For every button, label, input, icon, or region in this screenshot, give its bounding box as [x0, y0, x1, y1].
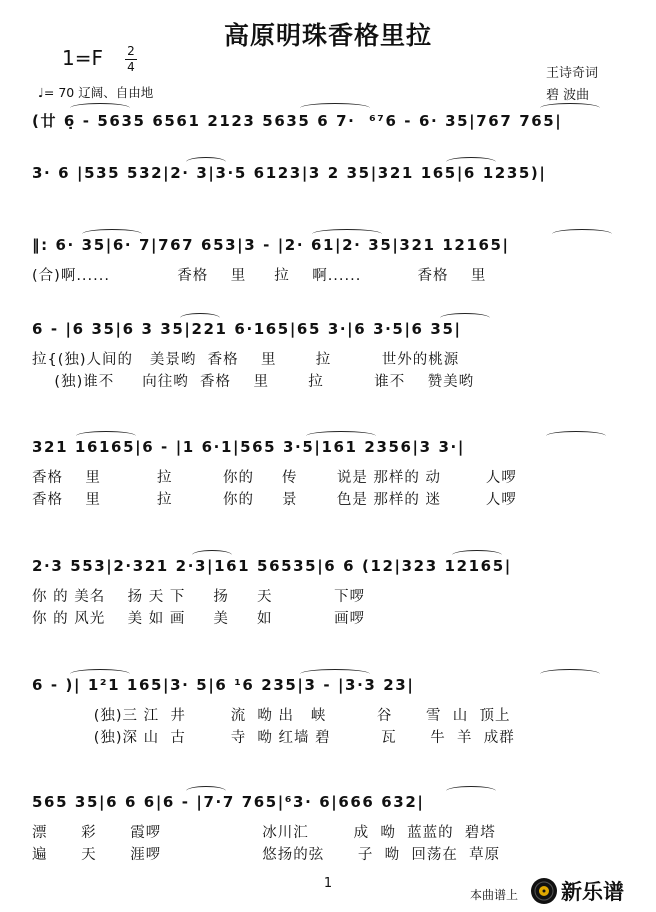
site-logo[interactable]	[530, 876, 624, 906]
notation-line-5: 321 16165|6 - |1 6·1|565 3·5|161 2356|3 3·|	[32, 438, 465, 456]
slur-mark	[300, 103, 370, 113]
footer-note: 本曲谱上	[470, 888, 519, 902]
notation-line-7: 6 - )| 1²1 165|3· 5|6 ¹6 235|3 - |3·3 23|	[32, 676, 415, 694]
notation-line-2: 3· 6 |535 532|2· 3|3·5 6123|3 2 35|321 165|6 1235)|	[32, 164, 547, 182]
key-signature: 1=F	[62, 46, 103, 70]
lyric-line-4-2: (独)谁不 向往哟 香格 里 拉 谁不 赞美哟	[32, 374, 475, 390]
lyric-line-5-1: 香格 里 拉 你的 传 说是 那样的 动 人啰	[32, 470, 517, 486]
notation-line-1: (廿 6̣ - 5635 6561 2123 5635 6 7· ⁶⁷6 - 6· 35|767 765|	[32, 112, 563, 130]
slur-mark	[192, 550, 232, 560]
lyric-line-7-1: (独)三 江 井 流 呦 出 峡 谷 雪 山 顶上	[32, 708, 511, 724]
slur-mark	[82, 229, 142, 239]
lyric-line-3-1: (合)啊...... 香格 里 拉 啊...... 香格 里	[32, 268, 487, 284]
lyric-line-6-2: 你 的 风光 美 如 画 美 如 画啰	[32, 611, 366, 627]
page-number: 1	[323, 876, 333, 891]
slur-mark	[76, 431, 136, 441]
notation-line-4: 6 - |6 35|6 3 35|221 6·165|65 3·|6 3·5|6 35|	[32, 320, 462, 338]
notation-line-3: ‖: 6· 35|6· 7|767 653|3 - |2· 61|2· 35|321 12165|	[32, 236, 510, 254]
notation-line-6: 2·3 553|2·321 2·3|161 56535|6 6 (12|323 12165|	[32, 557, 512, 575]
slur-mark	[70, 103, 130, 113]
lyric-line-8-2: 遍 天 涯啰 悠扬的弦 子 呦 回荡在 草原	[32, 847, 501, 863]
slur-mark	[180, 313, 220, 323]
time-signature	[125, 45, 137, 74]
slur-mark	[446, 157, 496, 167]
lyric-line-4-1: 拉{(独)人间的 美景哟 香格 里 拉 世外的桃源	[32, 352, 460, 368]
slur-mark	[540, 669, 600, 679]
slur-mark	[540, 103, 600, 113]
song-title: 高原明珠香格里拉	[223, 21, 432, 50]
time-signature-top: 2	[127, 44, 135, 58]
slur-mark	[312, 229, 382, 239]
slur-mark	[186, 157, 226, 167]
time-signature-bottom: 4	[127, 60, 135, 74]
lyricist-credit: 王诗奇词	[546, 66, 599, 81]
slur-mark	[306, 431, 376, 441]
lyric-line-6-1: 你 的 美名 扬 天 下 扬 天 下啰	[32, 589, 366, 605]
slur-mark	[546, 431, 606, 441]
slur-mark	[440, 313, 490, 323]
slur-mark	[300, 669, 370, 679]
slur-mark	[552, 229, 612, 239]
slur-mark	[186, 786, 226, 796]
lyric-line-5-2: 香格 里 拉 你的 景 色是 那样的 迷 人啰	[32, 492, 517, 508]
slur-mark	[452, 550, 502, 560]
composer-credit: 碧 波曲	[546, 88, 590, 103]
tempo-marking: ♩= 70 辽阔、自由地	[38, 85, 154, 100]
slur-mark	[70, 669, 130, 679]
notation-line-8: 565 35|6 6 6|6 - |7·7 765|⁶3· 6|666 632|	[32, 793, 425, 811]
lyric-line-7-2: (独)深 山 古 寺 呦 红墙 碧 瓦 牛 羊 成群	[32, 730, 515, 746]
site-logo-text: 新乐谱	[561, 880, 624, 904]
music-disc-icon	[530, 877, 558, 905]
lyric-line-8-1: 漂 彩 霞啰 冰川汇 成 呦 蓝蓝的 碧塔	[32, 825, 496, 841]
slur-mark	[446, 786, 496, 796]
